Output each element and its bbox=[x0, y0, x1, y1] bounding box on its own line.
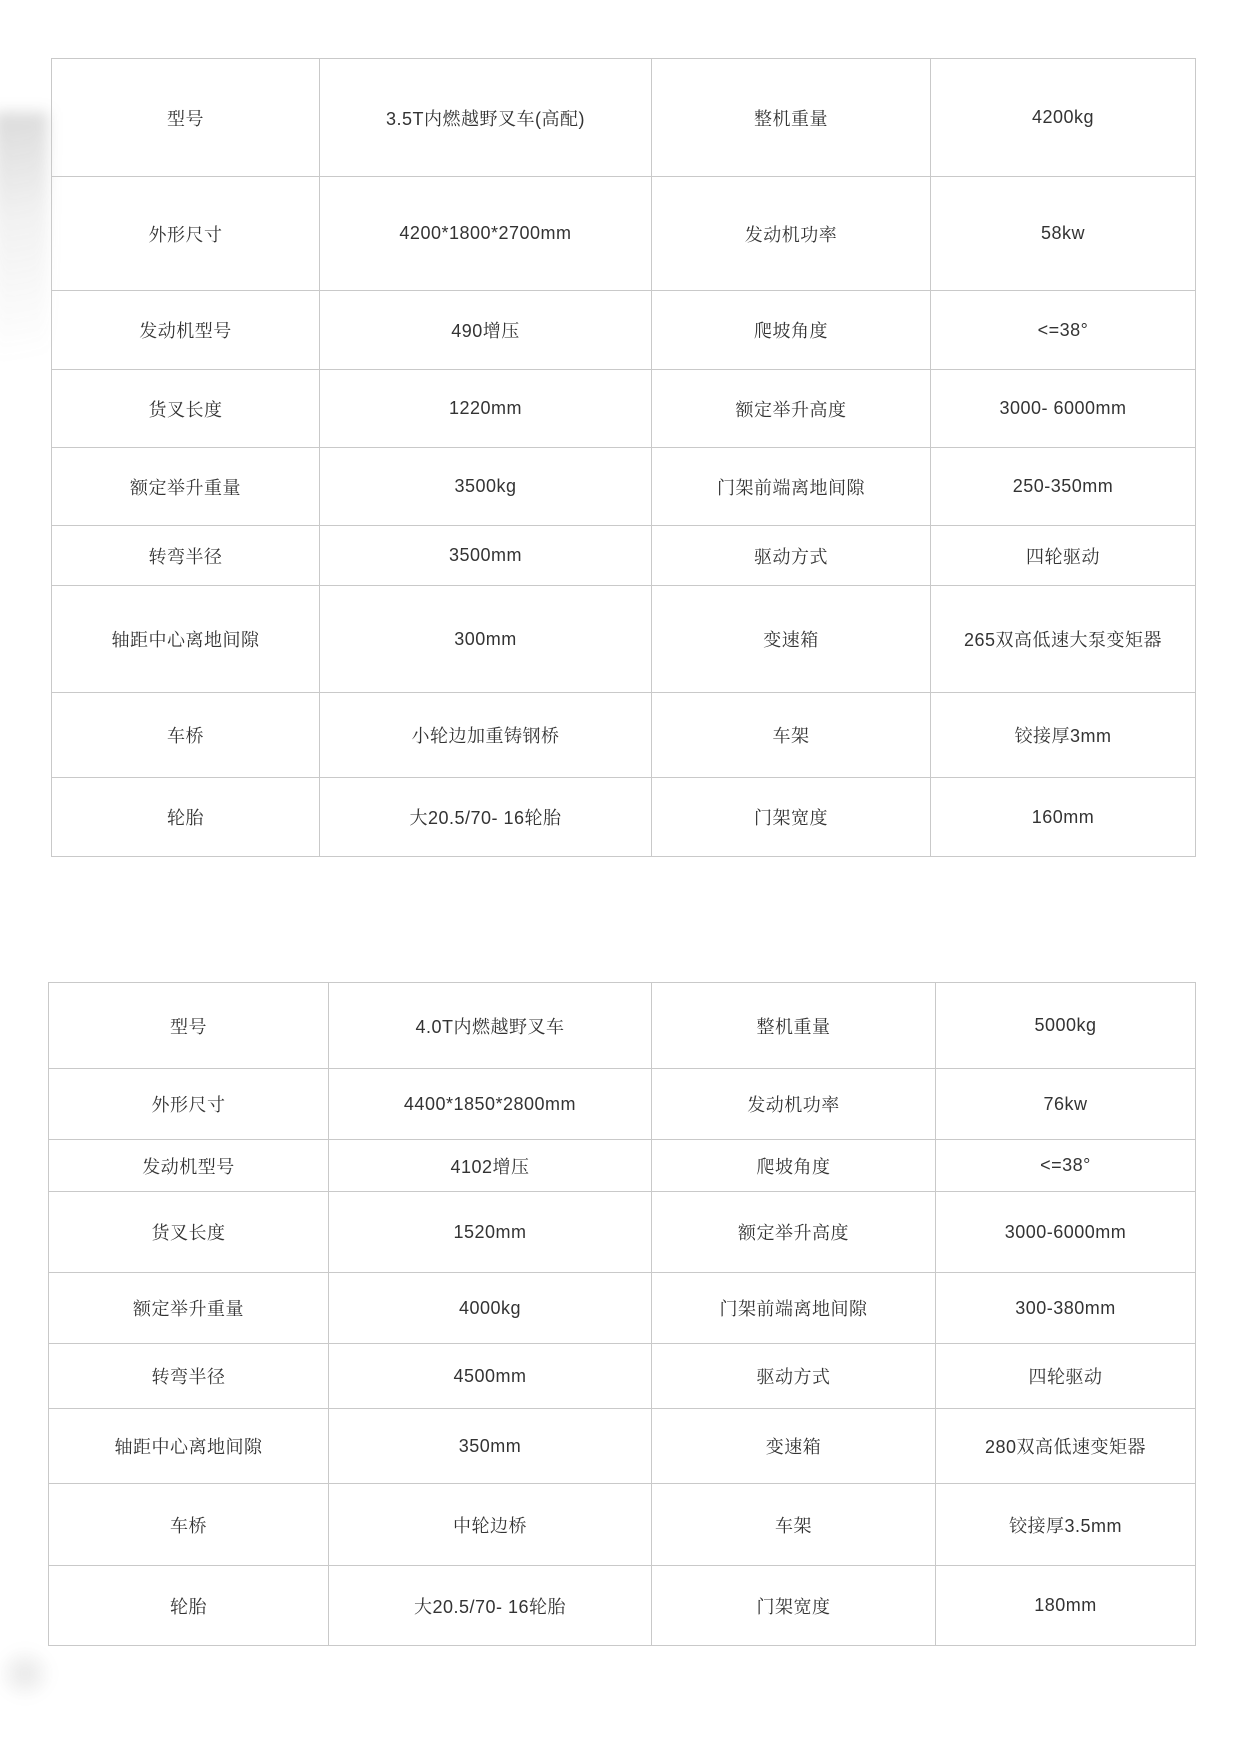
spec-label-cell: 额定举升高度 bbox=[652, 1192, 936, 1273]
spec-label-cell: 转弯半径 bbox=[49, 1344, 329, 1409]
bottom-left-shadow-artifact bbox=[0, 1646, 54, 1701]
spec-label-cell: 驱动方式 bbox=[652, 1344, 936, 1409]
spec-value-cell: 铰接厚3.5mm bbox=[936, 1484, 1196, 1566]
spec-label-cell: 额定举升重量 bbox=[49, 1273, 329, 1344]
spec-value-cell: 490增压 bbox=[320, 291, 652, 370]
table-row bbox=[49, 983, 1196, 1069]
table-row bbox=[52, 526, 1196, 586]
spec-label-cell: 爬坡角度 bbox=[652, 291, 931, 370]
spec-value-cell: 3000-6000mm bbox=[936, 1192, 1196, 1273]
spec-label-cell: 门架宽度 bbox=[652, 1566, 936, 1646]
spec-table-3-5t bbox=[51, 58, 1196, 857]
spec-value-cell: 3500kg bbox=[320, 448, 652, 526]
spec-label-cell: 额定举升重量 bbox=[52, 448, 320, 526]
spec-label-cell: 变速箱 bbox=[652, 1409, 936, 1484]
spec-value-cell: 4200kg bbox=[931, 59, 1196, 177]
table-row bbox=[49, 1273, 1196, 1344]
spec-label-cell: 转弯半径 bbox=[52, 526, 320, 586]
spec-label-cell: 货叉长度 bbox=[49, 1192, 329, 1273]
spec-value-cell: 大20.5/70- 16轮胎 bbox=[320, 778, 652, 857]
table-row bbox=[52, 778, 1196, 857]
table-row bbox=[49, 1566, 1196, 1646]
spec-label-cell: 门架宽度 bbox=[652, 778, 931, 857]
spec-label-cell: 轴距中心离地间隙 bbox=[49, 1409, 329, 1484]
spec-value-cell: <=38° bbox=[936, 1140, 1196, 1192]
spec-label-cell: 门架前端离地间隙 bbox=[652, 1273, 936, 1344]
spec-value-cell: 180mm bbox=[936, 1566, 1196, 1646]
spec-label-cell: 发动机功率 bbox=[652, 1069, 936, 1140]
spec-value-cell: 300-380mm bbox=[936, 1273, 1196, 1344]
spec-value-cell: 1520mm bbox=[329, 1192, 652, 1273]
spec-label-cell: 发动机型号 bbox=[52, 291, 320, 370]
table-row bbox=[52, 586, 1196, 693]
table-row bbox=[52, 693, 1196, 778]
spec-label-cell: 发动机型号 bbox=[49, 1140, 329, 1192]
spec-label-cell: 车架 bbox=[652, 1484, 936, 1566]
spec-value-cell: 58kw bbox=[931, 177, 1196, 291]
spec-value-cell: 3000- 6000mm bbox=[931, 370, 1196, 448]
spec-value-cell: 4000kg bbox=[329, 1273, 652, 1344]
spec-label-cell: 轮胎 bbox=[52, 778, 320, 857]
spec-label-cell: 整机重量 bbox=[652, 59, 931, 177]
spec-value-cell: 4400*1850*2800mm bbox=[329, 1069, 652, 1140]
spec-value-cell: <=38° bbox=[931, 291, 1196, 370]
spec-table-4-0t bbox=[48, 982, 1196, 1646]
table-row bbox=[52, 291, 1196, 370]
spec-value-cell: 4.0T内燃越野叉车 bbox=[329, 983, 652, 1069]
spec-label-cell: 外形尺寸 bbox=[49, 1069, 329, 1140]
spec-value-cell: 265双高低速大泵变矩器 bbox=[931, 586, 1196, 693]
spec-value-cell: 铰接厚3mm bbox=[931, 693, 1196, 778]
spec-value-cell: 1220mm bbox=[320, 370, 652, 448]
table-row bbox=[49, 1069, 1196, 1140]
spec-label-cell: 车桥 bbox=[52, 693, 320, 778]
spec-value-cell: 280双高低速变矩器 bbox=[936, 1409, 1196, 1484]
spec-label-cell: 货叉长度 bbox=[52, 370, 320, 448]
table-row bbox=[52, 59, 1196, 177]
left-edge-shadow-artifact bbox=[0, 112, 48, 462]
spec-value-cell: 160mm bbox=[931, 778, 1196, 857]
spec-label-cell: 爬坡角度 bbox=[652, 1140, 936, 1192]
table-row bbox=[49, 1484, 1196, 1566]
table-row bbox=[52, 370, 1196, 448]
spec-value-cell: 4102增压 bbox=[329, 1140, 652, 1192]
table-row bbox=[49, 1344, 1196, 1409]
spec-value-cell: 5000kg bbox=[936, 983, 1196, 1069]
spec-value-cell: 250-350mm bbox=[931, 448, 1196, 526]
spec-label-cell: 驱动方式 bbox=[652, 526, 931, 586]
spec-label-cell: 车桥 bbox=[49, 1484, 329, 1566]
spec-value-cell: 76kw bbox=[936, 1069, 1196, 1140]
spec-label-cell: 型号 bbox=[52, 59, 320, 177]
spec-value-cell: 350mm bbox=[329, 1409, 652, 1484]
spec-label-cell: 额定举升高度 bbox=[652, 370, 931, 448]
spec-value-cell: 3.5T内燃越野叉车(高配) bbox=[320, 59, 652, 177]
spec-label-cell: 变速箱 bbox=[652, 586, 931, 693]
spec-value-cell: 大20.5/70- 16轮胎 bbox=[329, 1566, 652, 1646]
spec-label-cell: 车架 bbox=[652, 693, 931, 778]
spec-value-cell: 四轮驱动 bbox=[931, 526, 1196, 586]
table-row bbox=[49, 1409, 1196, 1484]
spec-label-cell: 门架前端离地间隙 bbox=[652, 448, 931, 526]
table-row bbox=[52, 448, 1196, 526]
spec-value-cell: 中轮边桥 bbox=[329, 1484, 652, 1566]
spec-value-cell: 4200*1800*2700mm bbox=[320, 177, 652, 291]
table-row bbox=[49, 1192, 1196, 1273]
spec-label-cell: 发动机功率 bbox=[652, 177, 931, 291]
spec-label-cell: 轴距中心离地间隙 bbox=[52, 586, 320, 693]
spec-value-cell: 四轮驱动 bbox=[936, 1344, 1196, 1409]
spec-value-cell: 4500mm bbox=[329, 1344, 652, 1409]
spec-label-cell: 轮胎 bbox=[49, 1566, 329, 1646]
spec-value-cell: 小轮边加重铸钢桥 bbox=[320, 693, 652, 778]
spec-value-cell: 3500mm bbox=[320, 526, 652, 586]
table-row bbox=[52, 177, 1196, 291]
spec-label-cell: 型号 bbox=[49, 983, 329, 1069]
spec-label-cell: 外形尺寸 bbox=[52, 177, 320, 291]
table-row bbox=[49, 1140, 1196, 1192]
spec-label-cell: 整机重量 bbox=[652, 983, 936, 1069]
spec-value-cell: 300mm bbox=[320, 586, 652, 693]
